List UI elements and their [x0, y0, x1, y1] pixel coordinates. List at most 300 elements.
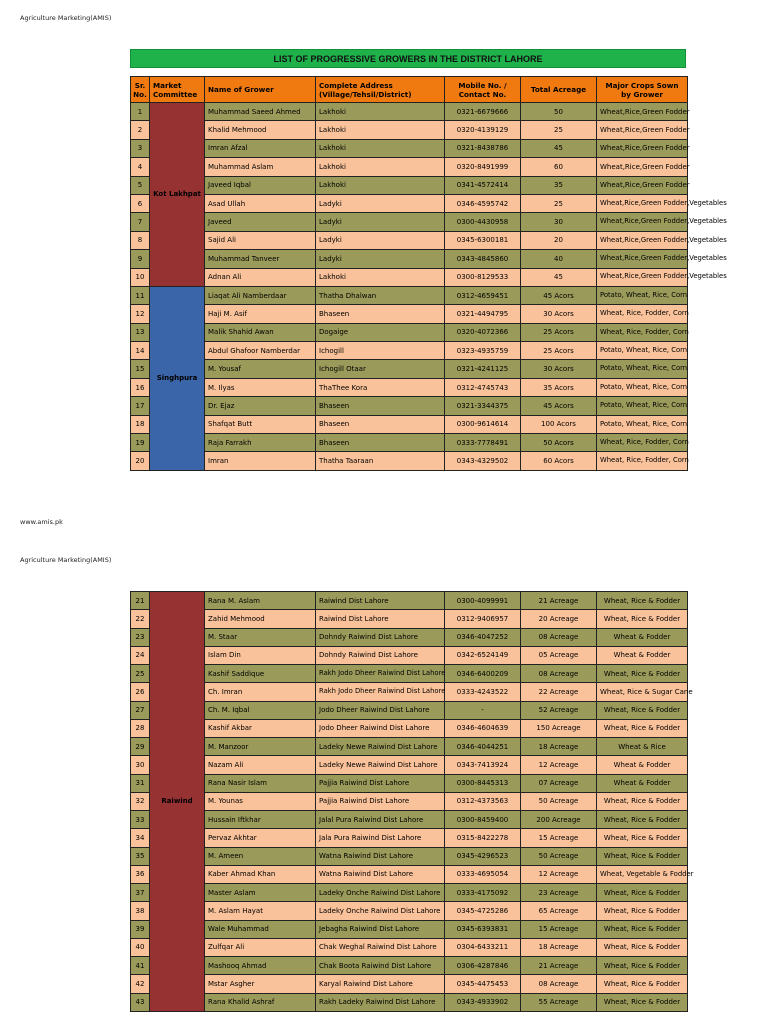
cell-address: Rakh Ladeky Raiwind Dist Lahore	[316, 993, 445, 1011]
cell-acreage: 25	[521, 121, 597, 139]
col-header-committee: Market Committee	[150, 77, 205, 103]
cell-mobile: 0345-6300181	[445, 231, 521, 249]
cell-sr: 22	[131, 610, 150, 628]
cell-crops: Wheat,Rice,Green Fodder,Vegetables	[597, 231, 688, 249]
cell-acreage: 07 Acreage	[521, 774, 597, 792]
cell-mobile: 0342-6524149	[445, 646, 521, 664]
cell-sr: 9	[131, 250, 150, 268]
table-row	[131, 103, 688, 121]
cell-mobile: 0320-8491999	[445, 158, 521, 176]
table-row	[131, 121, 688, 139]
cell-acreage: 150 Acreage	[521, 719, 597, 737]
cell-address: Jala Pura Raiwind Dist Lahore	[316, 829, 445, 847]
table-row	[131, 176, 688, 194]
table-row	[131, 865, 688, 883]
cell-grower-name: Wale Muhammad	[205, 920, 316, 938]
cell-address: Jalal Pura Raiwind Dist Lahore	[316, 811, 445, 829]
cell-grower-name: Rana M. Aslam	[205, 592, 316, 610]
cell-address: Pajjia Raiwind Dist Lahore	[316, 774, 445, 792]
cell-mobile: 0306-4287846	[445, 957, 521, 975]
cell-acreage: 50 Acreage	[521, 847, 597, 865]
cell-grower-name: Nazam Ali	[205, 756, 316, 774]
cell-sr: 32	[131, 792, 150, 810]
table-row	[131, 434, 688, 452]
cell-grower-name: Sajid Ali	[205, 231, 316, 249]
cell-acreage: 30 Acors	[521, 360, 597, 378]
cell-address: Lakhoki	[316, 158, 445, 176]
cell-grower-name: Dr. Ejaz	[205, 397, 316, 415]
cell-crops: Wheat, Rice & Fodder	[597, 701, 688, 719]
table-row	[131, 920, 688, 938]
cell-crops: Wheat,Rice,Green Fodder	[597, 103, 688, 121]
cell-sr: 33	[131, 811, 150, 829]
cell-mobile: -	[445, 701, 521, 719]
table-row	[131, 158, 688, 176]
cell-sr: 1	[131, 103, 150, 121]
cell-address: Lakhoki	[316, 268, 445, 286]
cell-address: Lakhoki	[316, 103, 445, 121]
table-row	[131, 665, 688, 683]
cell-acreage: 40	[521, 250, 597, 268]
table-row	[131, 286, 688, 304]
cell-address: Rakh Jodo Dheer Raiwind Dist Lahore	[316, 683, 445, 701]
table-row	[131, 610, 688, 628]
table-row	[131, 213, 688, 231]
cell-acreage: 45 Acors	[521, 397, 597, 415]
cell-mobile: 0333-4695054	[445, 865, 521, 883]
cell-crops: Wheat, Rice & Sugar Cane	[597, 683, 688, 701]
cell-address: Ladeky Newe Raiwind Dist Lahore	[316, 756, 445, 774]
cell-crops: Wheat, Rice & Fodder	[597, 592, 688, 610]
cell-mobile: 0345-4475453	[445, 975, 521, 993]
cell-sr: 11	[131, 286, 150, 304]
cell-acreage: 50	[521, 103, 597, 121]
cell-grower-name: Malik Shahid Awan	[205, 323, 316, 341]
cell-mobile: 0300-8459400	[445, 811, 521, 829]
cell-sr: 25	[131, 665, 150, 683]
cell-sr: 27	[131, 701, 150, 719]
cell-grower-name: Haji M. Asif	[205, 305, 316, 323]
cell-mobile: 0312-4745743	[445, 378, 521, 396]
cell-mobile: 0312-9406957	[445, 610, 521, 628]
cell-mobile: 0300-4430958	[445, 213, 521, 231]
cell-grower-name: Imran	[205, 452, 316, 470]
cell-mobile: 0346-4604639	[445, 719, 521, 737]
cell-market-committee: Singhpura	[150, 286, 205, 470]
cell-crops: Wheat,Rice,Green Fodder	[597, 121, 688, 139]
table-row	[131, 774, 688, 792]
cell-sr: 16	[131, 378, 150, 396]
cell-address: Thatha Taaraan	[316, 452, 445, 470]
cell-acreage: 25 Acors	[521, 323, 597, 341]
cell-crops: Wheat, Rice, Fodder, Corn	[597, 434, 688, 452]
cell-crops: Wheat, Rice & Fodder	[597, 719, 688, 737]
cell-mobile: 0315-8422278	[445, 829, 521, 847]
table-row	[131, 938, 688, 956]
cell-address: Watna Raiwind Dist Lahore	[316, 865, 445, 883]
table-row	[131, 683, 688, 701]
cell-sr: 18	[131, 415, 150, 433]
table-row	[131, 194, 688, 212]
cell-acreage: 22 Acreage	[521, 683, 597, 701]
cell-crops: Wheat,Rice,Green Fodder,Vegetables	[597, 250, 688, 268]
growers-table-2	[130, 591, 694, 1012]
cell-grower-name: Asad Ullah	[205, 194, 316, 212]
cell-crops: Wheat & Fodder	[597, 756, 688, 774]
table-header-row	[131, 77, 688, 103]
cell-grower-name: Ch. M. Iqbal	[205, 701, 316, 719]
cell-mobile: 0345-4725286	[445, 902, 521, 920]
cell-grower-name: Liaqat Ali Namberdaar	[205, 286, 316, 304]
cell-acreage: 50 Acors	[521, 434, 597, 452]
cell-crops: Potato, Wheat, Rice, Corn	[597, 415, 688, 433]
table-row	[131, 756, 688, 774]
cell-grower-name: Kaber Ahmad Khan	[205, 865, 316, 883]
table-row	[131, 139, 688, 157]
cell-acreage: 35	[521, 176, 597, 194]
cell-mobile: 0346-4044251	[445, 738, 521, 756]
cell-crops: Wheat & Fodder	[597, 628, 688, 646]
cell-acreage: 20	[521, 231, 597, 249]
cell-mobile: 0321-3344375	[445, 397, 521, 415]
cell-address: Ladyki	[316, 250, 445, 268]
cell-crops: Potato, Wheat, Rice, Corn	[597, 378, 688, 396]
cell-address: Bhaseen	[316, 434, 445, 452]
cell-acreage: 65 Acreage	[521, 902, 597, 920]
cell-market-committee: Raiwind	[150, 592, 205, 1012]
cell-crops: Wheat & Fodder	[597, 646, 688, 664]
cell-mobile: 0333-4243522	[445, 683, 521, 701]
cell-address: Bhaseen	[316, 415, 445, 433]
cell-acreage: 05 Acreage	[521, 646, 597, 664]
cell-sr: 37	[131, 884, 150, 902]
cell-acreage: 18 Acreage	[521, 738, 597, 756]
cell-mobile: 0321-4241125	[445, 360, 521, 378]
cell-sr: 4	[131, 158, 150, 176]
cell-crops: Wheat,Rice,Green Fodder	[597, 176, 688, 194]
table-row	[131, 305, 688, 323]
cell-acreage: 21 Acreage	[521, 592, 597, 610]
cell-acreage: 35 Acors	[521, 378, 597, 396]
cell-crops: Wheat, Rice & Fodder	[597, 847, 688, 865]
cell-address: Ichogill Otaar	[316, 360, 445, 378]
cell-address: Chak Weghal Raiwind Dist Lahore	[316, 938, 445, 956]
cell-grower-name: M. Manzoor	[205, 738, 316, 756]
page-title: LIST OF PROGRESSIVE GROWERS IN THE DISTRICT LAHORE	[130, 49, 686, 68]
table-row	[131, 847, 688, 865]
cell-grower-name: Muhammad Aslam	[205, 158, 316, 176]
table-row	[131, 592, 688, 610]
cell-acreage: 12 Acreage	[521, 865, 597, 883]
cell-grower-name: Islam Din	[205, 646, 316, 664]
cell-sr: 28	[131, 719, 150, 737]
cell-crops: Wheat, Rice & Fodder	[597, 975, 688, 993]
cell-mobile: 0321-8438786	[445, 139, 521, 157]
cell-acreage: 100 Acors	[521, 415, 597, 433]
cell-sr: 39	[131, 920, 150, 938]
cell-grower-name: Mashooq Ahmad	[205, 957, 316, 975]
table-row	[131, 360, 688, 378]
cell-mobile: 0343-4933902	[445, 993, 521, 1011]
cell-mobile: 0320-4139129	[445, 121, 521, 139]
table-row	[131, 452, 688, 470]
cell-acreage: 15 Acreage	[521, 829, 597, 847]
cell-crops: Wheat,Rice,Green Fodder,Vegetables	[597, 213, 688, 231]
cell-acreage: 18 Acreage	[521, 938, 597, 956]
table-row	[131, 378, 688, 396]
table-row	[131, 975, 688, 993]
cell-acreage: 20 Acreage	[521, 610, 597, 628]
cell-acreage: 08 Acreage	[521, 665, 597, 683]
cell-crops: Wheat,Rice,Green Fodder,Vegetables	[597, 268, 688, 286]
cell-mobile: 0321-6679666	[445, 103, 521, 121]
cell-sr: 19	[131, 434, 150, 452]
cell-mobile: 0343-7413924	[445, 756, 521, 774]
cell-mobile: 0300-9614614	[445, 415, 521, 433]
cell-grower-name: Adnan Ali	[205, 268, 316, 286]
table-row	[131, 342, 688, 360]
cell-mobile: 0341-4572414	[445, 176, 521, 194]
cell-crops: Wheat & Fodder	[597, 774, 688, 792]
cell-grower-name: Javeed Iqbal	[205, 176, 316, 194]
cell-address: Dohndy Raiwind Dist Lahore	[316, 628, 445, 646]
cell-sr: 40	[131, 938, 150, 956]
table-row	[131, 884, 688, 902]
cell-crops: Wheat, Rice, Fodder, Corn	[597, 323, 688, 341]
cell-sr: 24	[131, 646, 150, 664]
cell-grower-name: M. Ilyas	[205, 378, 316, 396]
cell-grower-name: Kashif Saddique	[205, 665, 316, 683]
cell-crops: Potato, Wheat, Rice, Corn	[597, 360, 688, 378]
cell-mobile: 0304-6433211	[445, 938, 521, 956]
cell-sr: 8	[131, 231, 150, 249]
cell-grower-name: Rana Nasir Islam	[205, 774, 316, 792]
cell-sr: 12	[131, 305, 150, 323]
cell-crops: Wheat, Rice, Fodder, Corn	[597, 452, 688, 470]
cell-address: Lakhoki	[316, 139, 445, 157]
table-row	[131, 829, 688, 847]
cell-address: Jodo Dheer Raiwind Dist Lahore	[316, 719, 445, 737]
cell-crops: Wheat,Rice,Green Fodder	[597, 158, 688, 176]
cell-acreage: 60	[521, 158, 597, 176]
col-header-crops: Major Crops Sown by Grower	[597, 77, 688, 103]
cell-grower-name: Master Aslam	[205, 884, 316, 902]
cell-sr: 30	[131, 756, 150, 774]
cell-grower-name: Khalid Mehmood	[205, 121, 316, 139]
cell-address: Jebagha Raiwind Dist Lahore	[316, 920, 445, 938]
col-header-address: Complete Address (Village/Tehsil/District)	[316, 77, 445, 103]
cell-mobile: 0343-4845860	[445, 250, 521, 268]
cell-grower-name: Abdul Ghafoor Namberdar	[205, 342, 316, 360]
table-row	[131, 738, 688, 756]
cell-grower-name: Raja Farrakh	[205, 434, 316, 452]
cell-address: Lakhoki	[316, 176, 445, 194]
cell-acreage: 55 Acreage	[521, 993, 597, 1011]
cell-crops: Wheat & Rice	[597, 738, 688, 756]
col-header-mobile: Mobile No. / Contact No.	[445, 77, 521, 103]
cell-address: Ladyki	[316, 194, 445, 212]
cell-crops: Wheat, Rice & Fodder	[597, 811, 688, 829]
cell-sr: 36	[131, 865, 150, 883]
cell-acreage: 50 Acreage	[521, 792, 597, 810]
cell-mobile: 0321-4494795	[445, 305, 521, 323]
cell-sr: 3	[131, 139, 150, 157]
table-row	[131, 902, 688, 920]
col-header-name: Name of Grower	[205, 77, 316, 103]
cell-grower-name: Muhammad Tanveer	[205, 250, 316, 268]
cell-crops: Potato, Wheat, Rice, Corn	[597, 397, 688, 415]
cell-acreage: 21 Acreage	[521, 957, 597, 975]
cell-crops: Wheat, Rice & Fodder	[597, 920, 688, 938]
cell-grower-name: M. Aslam Hayat	[205, 902, 316, 920]
cell-address: Ladeky Newe Raiwind Dist Lahore	[316, 738, 445, 756]
cell-address: Chak Boota Raiwind Dist Lahore	[316, 957, 445, 975]
cell-mobile: 0333-4175092	[445, 884, 521, 902]
cell-mobile: 0320-4072366	[445, 323, 521, 341]
cell-sr: 7	[131, 213, 150, 231]
cell-mobile: 0345-4296523	[445, 847, 521, 865]
cell-grower-name: Rana Khalid Ashraf	[205, 993, 316, 1011]
cell-grower-name: M. Staar	[205, 628, 316, 646]
page-footer-text: www.amis.pk	[20, 518, 63, 526]
table-row	[131, 323, 688, 341]
table-row	[131, 719, 688, 737]
cell-crops: Wheat, Rice & Fodder	[597, 993, 688, 1011]
cell-crops: Wheat,Rice,Green Fodder	[597, 139, 688, 157]
cell-market-committee: Kot Lakhpat	[150, 103, 205, 287]
table-row	[131, 701, 688, 719]
cell-mobile: 0343-4329502	[445, 452, 521, 470]
cell-mobile: 0300-8129533	[445, 268, 521, 286]
cell-sr: 43	[131, 993, 150, 1011]
cell-grower-name: Imran Afzal	[205, 139, 316, 157]
cell-acreage: 25 Acors	[521, 342, 597, 360]
page-header-text: Agriculture Marketing(AMIS)	[20, 14, 112, 22]
cell-crops: Wheat, Rice & Fodder	[597, 884, 688, 902]
cell-address: ThaThee Kora	[316, 378, 445, 396]
cell-crops: Potato, Wheat, Rice, Corn	[597, 342, 688, 360]
cell-crops: Wheat, Rice & Fodder	[597, 792, 688, 810]
cell-acreage: 25	[521, 194, 597, 212]
cell-acreage: 12 Acreage	[521, 756, 597, 774]
cell-sr: 38	[131, 902, 150, 920]
cell-address: Raiwind Dist Lahore	[316, 610, 445, 628]
cell-grower-name: Javeed	[205, 213, 316, 231]
cell-acreage: 08 Acreage	[521, 975, 597, 993]
cell-mobile: 0346-6400209	[445, 665, 521, 683]
cell-address: Ichogill	[316, 342, 445, 360]
cell-address: Dohndy Raiwind Dist Lahore	[316, 646, 445, 664]
cell-address: Jodo Dheer Raiwind Dist Lahore	[316, 701, 445, 719]
cell-grower-name: Pervaz Akhtar	[205, 829, 316, 847]
cell-sr: 23	[131, 628, 150, 646]
cell-mobile: 0312-4659451	[445, 286, 521, 304]
cell-crops: Potato, Wheat, Rice, Corn	[597, 286, 688, 304]
cell-sr: 31	[131, 774, 150, 792]
cell-sr: 2	[131, 121, 150, 139]
cell-crops: Wheat, Rice & Fodder	[597, 957, 688, 975]
col-header-sr: Sr. No.	[131, 77, 150, 103]
cell-sr: 17	[131, 397, 150, 415]
cell-sr: 41	[131, 957, 150, 975]
table-row	[131, 268, 688, 286]
cell-sr: 10	[131, 268, 150, 286]
cell-grower-name: Zahid Mehmood	[205, 610, 316, 628]
cell-acreage: 23 Acreage	[521, 884, 597, 902]
cell-sr: 13	[131, 323, 150, 341]
cell-crops: Wheat,Rice,Green Fodder,Vegetables	[597, 194, 688, 212]
cell-address: Bhaseen	[316, 305, 445, 323]
table-row	[131, 628, 688, 646]
cell-crops: Wheat, Rice, Fodder, Corn	[597, 305, 688, 323]
table-row	[131, 415, 688, 433]
cell-mobile: 0300-8445313	[445, 774, 521, 792]
cell-address: Ladeky Onche Raiwind Dist Lahore	[316, 902, 445, 920]
cell-acreage: 30 Acors	[521, 305, 597, 323]
cell-address: Ladeky Onche Raiwind Dist Lahore	[316, 884, 445, 902]
cell-address: Karyal Raiwind Dist Lahore	[316, 975, 445, 993]
cell-crops: Wheat, Rice & Fodder	[597, 665, 688, 683]
cell-address: Rakh Jodo Dheer Raiwind Dist Lahore	[316, 665, 445, 683]
table-row	[131, 792, 688, 810]
cell-crops: Wheat, Rice & Fodder	[597, 829, 688, 847]
cell-address: Pajjia Raiwind Dist Lahore	[316, 792, 445, 810]
cell-sr: 35	[131, 847, 150, 865]
col-header-acreage: Total Acreage	[521, 77, 597, 103]
cell-sr: 34	[131, 829, 150, 847]
page2-header-text: Agriculture Marketing(AMIS)	[20, 556, 112, 564]
cell-grower-name: Muhammad Saeed Ahmed	[205, 103, 316, 121]
table-row	[131, 993, 688, 1011]
table-row	[131, 397, 688, 415]
table-row	[131, 811, 688, 829]
cell-acreage: 45 Acors	[521, 286, 597, 304]
cell-sr: 20	[131, 452, 150, 470]
cell-acreage: 08 Acreage	[521, 628, 597, 646]
cell-sr: 29	[131, 738, 150, 756]
cell-grower-name: Zulfqar Ali	[205, 938, 316, 956]
cell-address: Lakhoki	[316, 121, 445, 139]
cell-sr: 26	[131, 683, 150, 701]
cell-address: Watna Raiwind Dist Lahore	[316, 847, 445, 865]
cell-crops: Wheat, Vegetable & Fodder	[597, 865, 688, 883]
cell-acreage: 60 Acors	[521, 452, 597, 470]
cell-address: Raiwind Dist Lahore	[316, 592, 445, 610]
table-row	[131, 250, 688, 268]
cell-mobile: 0346-4595742	[445, 194, 521, 212]
cell-acreage: 45	[521, 139, 597, 157]
cell-mobile: 0346-4047252	[445, 628, 521, 646]
cell-address: Bhaseen	[316, 397, 445, 415]
cell-grower-name: Hussain Iftkhar	[205, 811, 316, 829]
cell-mobile: 0323-4935759	[445, 342, 521, 360]
cell-crops: Wheat, Rice & Fodder	[597, 902, 688, 920]
cell-address: Ladyki	[316, 213, 445, 231]
cell-sr: 15	[131, 360, 150, 378]
cell-mobile: 0345-6393831	[445, 920, 521, 938]
cell-sr: 6	[131, 194, 150, 212]
cell-mobile: 0300-4099991	[445, 592, 521, 610]
cell-grower-name: M. Ameen	[205, 847, 316, 865]
table-row	[131, 646, 688, 664]
cell-grower-name: Mstar Asgher	[205, 975, 316, 993]
cell-grower-name: Ch. Imran	[205, 683, 316, 701]
cell-address: Thatha Dhalwan	[316, 286, 445, 304]
cell-acreage: 52 Acreage	[521, 701, 597, 719]
cell-acreage: 30	[521, 213, 597, 231]
cell-sr: 42	[131, 975, 150, 993]
table-row	[131, 957, 688, 975]
